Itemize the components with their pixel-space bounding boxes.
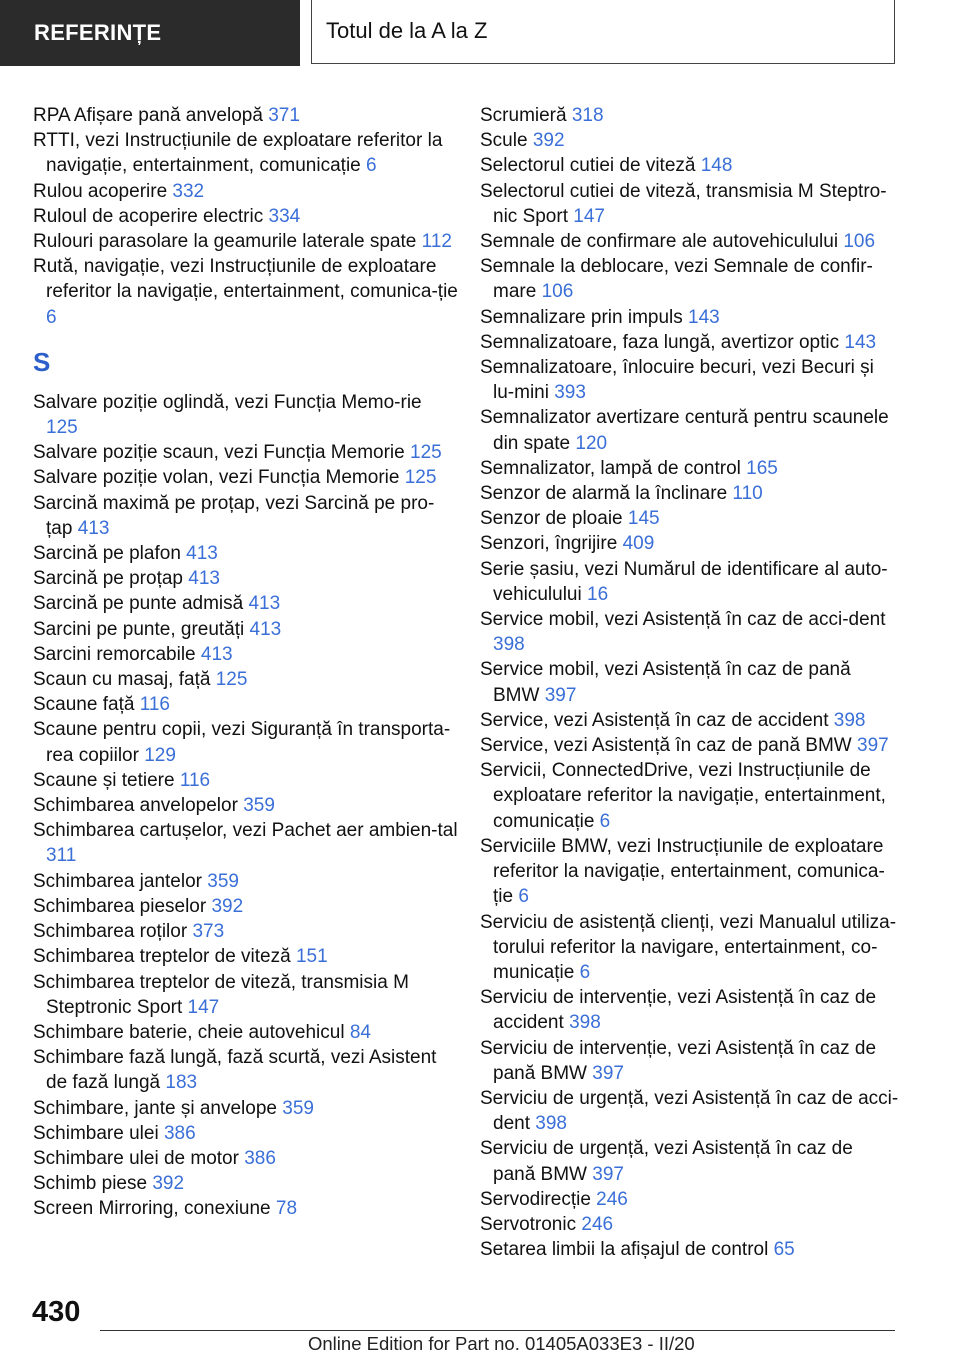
index-entry xyxy=(33,717,458,767)
index-entry xyxy=(480,330,900,355)
index-entry xyxy=(33,103,458,128)
index-entry xyxy=(33,793,458,818)
index-entry-text: Serviciu de intervenție, vezi Asistență în caz de pană BMW xyxy=(480,1037,877,1084)
index-entry-page-link[interactable]: 393 xyxy=(554,382,586,404)
index-entry xyxy=(33,1121,458,1146)
index-entry-page-link[interactable]: 125 xyxy=(404,467,437,489)
index-entry-text: Serviciu de intervenție, vezi Asistență în caz de accident xyxy=(480,987,877,1034)
index-entry-page-link[interactable]: 125 xyxy=(215,669,248,691)
index-entry-page-link[interactable]: 386 xyxy=(163,1122,196,1144)
index-entry-text: Sarcini pe punte, greutăți xyxy=(33,618,245,640)
index-entry-page-link[interactable]: 148 xyxy=(700,155,733,177)
index-entry xyxy=(480,708,900,733)
index-entry-page-link[interactable]: 398 xyxy=(535,1113,567,1135)
index-entry xyxy=(33,944,458,969)
index-entry xyxy=(480,153,900,178)
index-entry-text: Schimb piese xyxy=(33,1173,148,1195)
index-entry-text: Service mobil, vezi Asistență în caz de pană BMW xyxy=(480,659,851,706)
index-entry-page-link[interactable]: 413 xyxy=(249,618,282,640)
index-entry-page-link[interactable]: 78 xyxy=(275,1198,298,1220)
index-entry-page-link[interactable]: 6 xyxy=(366,155,377,177)
index-entry xyxy=(33,692,458,717)
index-entry-text: Schimbarea treptelor de viteză, transmisia M Steptronic Sport xyxy=(33,971,409,1018)
index-entry-text: Sarcină pe plafon xyxy=(33,543,181,565)
index-entry-text: Serviciu de urgență, vezi Asistență în caz de acci-dent xyxy=(480,1087,899,1135)
index-entry-text: Scaune față xyxy=(33,694,135,716)
index-entry xyxy=(480,1086,900,1136)
index-entry-text: Schimbare fază lungă, fază scurtă, vezi Asistent de fază lungă xyxy=(33,1047,437,1094)
index-entry-page-link[interactable]: 373 xyxy=(192,921,225,943)
index-entry-text: Semnalizare prin impuls xyxy=(480,306,683,328)
index-entry-page-link[interactable]: 413 xyxy=(188,568,220,590)
index-entry xyxy=(33,254,458,330)
index-entry-text: Sarcini remorcabile xyxy=(33,643,196,665)
index-entry xyxy=(480,733,900,758)
index-entry-page-link[interactable]: 371 xyxy=(268,105,300,126)
index-entry xyxy=(33,642,458,667)
index-entry-text: Sarcină pe proțap xyxy=(33,568,183,590)
index-entry-text: Schimbarea roților xyxy=(33,921,188,943)
index-entry-page-link[interactable]: 397 xyxy=(857,735,889,757)
index-entry-text: Ruloul de acoperire electric xyxy=(33,205,264,227)
index-entry-text: Salvare poziție oglindă, vezi Funcția Memo-rie xyxy=(33,391,422,413)
index-entry xyxy=(480,456,900,481)
index-entry xyxy=(33,465,458,490)
index-entry-text: Service, vezi Asistență în caz de pană BMW xyxy=(480,735,852,757)
index-entry-page-link[interactable]: 413 xyxy=(186,543,218,565)
index-entry xyxy=(33,617,458,642)
index-entry-page-link[interactable]: 413 xyxy=(77,517,110,539)
index-entry xyxy=(33,229,458,254)
index-entry-text: Screen Mirroring, conexiune xyxy=(33,1198,271,1220)
index-entry xyxy=(33,179,458,204)
index-entry xyxy=(480,481,900,506)
index-entry xyxy=(33,440,458,465)
index-entry-text: Schimbare baterie, cheie autovehicul xyxy=(33,1021,345,1043)
index-entry-text: Service mobil, vezi Asistență în caz de acci-dent xyxy=(480,609,886,631)
index-list-r xyxy=(33,103,458,330)
index-entry xyxy=(33,1196,458,1221)
index-entry-text: Scaun cu masaj, față xyxy=(33,669,211,691)
index-entry xyxy=(480,657,900,707)
index-entry xyxy=(480,305,900,330)
index-entry-text: Selectorul cutiei de viteză xyxy=(480,155,696,177)
index-entry xyxy=(33,204,458,229)
index-entry-page-link[interactable]: 332 xyxy=(172,180,205,202)
index-entry-text: Salvare poziție scaun, vezi Funcția Memorie xyxy=(33,442,405,464)
index-entry xyxy=(33,1045,458,1095)
index-entry xyxy=(33,667,458,692)
index-entry xyxy=(33,1020,458,1045)
index-entry xyxy=(480,985,900,1035)
index-entry xyxy=(480,531,900,556)
index-entry-page-link[interactable]: 6 xyxy=(46,306,57,328)
index-entry xyxy=(480,1136,900,1186)
index-entry-text: Salvare poziție volan, vezi Funcția Memorie xyxy=(33,467,400,489)
index-entry-text: Schimbare ulei de motor xyxy=(33,1147,239,1169)
page-number: 430 xyxy=(32,1296,81,1328)
index-entry-page-link[interactable]: 84 xyxy=(349,1021,371,1043)
index-entry-text: Sarcină pe punte admisă xyxy=(33,593,244,615)
index-entry xyxy=(480,506,900,531)
index-entry-text: Schimbare ulei xyxy=(33,1122,159,1144)
index-entry-page-link[interactable]: 151 xyxy=(295,946,328,968)
index-entry-page-link[interactable]: 398 xyxy=(569,1012,601,1034)
index-entry-page-link[interactable]: 116 xyxy=(179,769,211,791)
index-entry-text: Schimbarea anvelopelor xyxy=(33,795,238,817)
index-entry-page-link[interactable]: 106 xyxy=(843,231,876,253)
index-entry-page-link[interactable]: 318 xyxy=(571,105,604,126)
index-entry xyxy=(33,894,458,919)
index-column-left xyxy=(33,103,458,1222)
index-entry-page-link[interactable]: 112 xyxy=(421,231,452,253)
index-entry-page-link[interactable]: 183 xyxy=(165,1072,198,1094)
index-entry-text: Semnale la deblocare, vezi Semnale de confir-mare xyxy=(480,256,873,303)
index-entry-page-link[interactable]: 125 xyxy=(410,442,442,464)
index-entry-text: Serviciile BMW, vezi Instrucțiunile de exploatare referitor la navigație, entertainment, comunica-ție xyxy=(480,835,885,908)
index-entry-text: Schimbarea treptelor de viteză xyxy=(33,946,291,968)
index-entry-page-link[interactable]: 246 xyxy=(581,1213,614,1235)
index-entry xyxy=(480,229,900,254)
index-entry-page-link[interactable]: 246 xyxy=(596,1188,628,1210)
index-entry xyxy=(480,1187,900,1212)
index-entry-text: Semnalizator, lampă de control xyxy=(480,457,741,479)
index-entry xyxy=(33,591,458,616)
index-entry-text: Senzor de ploaie xyxy=(480,508,623,530)
index-entry-page-link[interactable]: 65 xyxy=(773,1239,795,1261)
index-entry xyxy=(33,1171,458,1196)
index-entry-page-link[interactable]: 129 xyxy=(144,744,176,766)
index-entry-page-link[interactable]: 125 xyxy=(46,417,78,439)
index-entry xyxy=(480,179,900,229)
index-entry-page-link[interactable]: 110 xyxy=(732,483,763,505)
index-entry xyxy=(33,818,458,868)
index-entry xyxy=(33,919,458,944)
index-entry-text: Scaune pentru copii, vezi Siguranță în transporta-rea copiilor xyxy=(33,719,451,766)
index-entry-page-link[interactable]: 392 xyxy=(211,895,244,917)
index-entry-page-link[interactable]: 392 xyxy=(152,1173,185,1195)
index-entry xyxy=(480,128,900,153)
index-entry xyxy=(480,405,900,455)
index-entry-text: Scrumieră xyxy=(480,105,567,126)
index-entry-text: Servotronic xyxy=(480,1213,577,1235)
index-entry-text: Serviciu de urgență, vezi Asistență în caz de pană BMW xyxy=(480,1138,853,1185)
index-entry-page-link[interactable]: 398 xyxy=(493,634,525,656)
index-entry xyxy=(33,541,458,566)
index-entry-text: Semnale de confirmare ale autovehiculului xyxy=(480,231,839,253)
index-entry xyxy=(480,910,900,986)
index-entry-page-link[interactable]: 413 xyxy=(248,593,281,615)
index-entry-page-link[interactable]: 6 xyxy=(579,961,591,983)
footer-divider xyxy=(100,1330,895,1331)
index-entry-text: Schimbare, jante și anvelope xyxy=(33,1097,277,1119)
index-entry-page-link[interactable]: 6 xyxy=(599,810,611,832)
index-entry-page-link[interactable]: 6 xyxy=(518,886,529,908)
index-entry-page-link[interactable]: 359 xyxy=(207,870,239,892)
index-entry xyxy=(480,607,900,657)
page-title: Totul de la A la Z xyxy=(311,0,895,64)
index-entry-page-link[interactable]: 116 xyxy=(139,694,170,716)
index-entry-text: Senzor de alarmă la înclinare xyxy=(480,483,728,505)
index-entry-page-link[interactable]: 143 xyxy=(688,306,720,328)
index-entry-page-link[interactable]: 398 xyxy=(833,709,866,731)
index-entry-text: Setarea limbii la afișajul de control xyxy=(480,1239,769,1261)
index-entry-page-link[interactable]: 143 xyxy=(844,331,877,353)
section-tab: REFERINȚE xyxy=(0,0,300,66)
index-entry xyxy=(33,970,458,1020)
index-entry-page-link[interactable]: 106 xyxy=(541,281,574,303)
index-entry xyxy=(33,1096,458,1121)
index-entry-page-link[interactable]: 16 xyxy=(587,583,609,605)
index-entry xyxy=(480,758,900,834)
index-entry-text: Serviciu de asistență clienți, vezi Manualul utiliza-torului referitor la navigare, entertainment, co-municație xyxy=(480,911,897,983)
index-entry-page-link[interactable]: 409 xyxy=(622,533,655,555)
index-entry xyxy=(480,254,900,304)
index-entry-text: Schimbarea jantelor xyxy=(33,870,202,892)
index-entry-text: Servodirecție xyxy=(480,1188,591,1210)
index-entry-text: Semnalizator avertizare centură pentru scaunele din spate xyxy=(480,407,889,454)
index-entry-text: Servicii, ConnectedDrive, vezi Instrucțiunile de exploatare referitor la navigație, entertainment, comunicație xyxy=(480,760,886,832)
index-entry-page-link[interactable]: 386 xyxy=(244,1147,276,1169)
index-entry xyxy=(33,128,458,178)
index-entry xyxy=(480,834,900,910)
index-list-s xyxy=(33,390,458,1222)
index-entry-text: Schimbarea cartușelor, vezi Pachet aer ambien-tal xyxy=(33,820,458,842)
index-entry-text: Schimbarea pieselor xyxy=(33,895,207,917)
index-entry-text: Rulouri parasolare la geamurile laterale spate xyxy=(33,231,417,253)
index-entry xyxy=(33,491,458,541)
index-column-right xyxy=(480,103,900,1262)
index-entry-page-link[interactable]: 397 xyxy=(592,1062,624,1084)
index-entry-page-link[interactable]: 413 xyxy=(200,643,233,665)
index-entry-text: Semnalizatoare, înlocuire becuri, vezi Becuri și lu-mini xyxy=(480,357,874,404)
index-letter-heading: S xyxy=(33,346,51,377)
index-list-s-continued xyxy=(480,103,900,1262)
index-entry xyxy=(480,103,900,128)
index-entry-text: RPA Afișare pană anvelopă xyxy=(33,105,263,126)
footer-edition-text: Online Edition for Part no. 01405A033E3 - II/20 xyxy=(308,1333,695,1354)
index-entry xyxy=(33,566,458,591)
index-entry-text: Rută, navigație, vezi Instrucțiunile de exploatare referitor la navigație, entertainment, comunica-ție xyxy=(33,256,458,303)
index-entry-text: Scaune și tetiere xyxy=(33,769,175,791)
index-entry-text: Scule xyxy=(480,130,528,152)
index-entry-page-link[interactable]: 392 xyxy=(532,130,565,152)
index-entry-page-link[interactable]: 334 xyxy=(268,205,301,227)
index-entry xyxy=(33,869,458,894)
index-entry-page-link[interactable]: 397 xyxy=(592,1163,624,1185)
index-entry-text: Selectorul cutiei de viteză, transmisia M Steptro-nic Sport xyxy=(480,180,887,227)
index-entry-page-link[interactable]: 147 xyxy=(187,996,220,1018)
index-entry-text: Rulou acoperire xyxy=(33,180,168,202)
index-entry-page-link[interactable]: 359 xyxy=(282,1097,314,1119)
footer-edition xyxy=(308,1333,695,1355)
index-entry-text: Senzori, îngrijire xyxy=(480,533,618,555)
index-entry xyxy=(480,1212,900,1237)
index-entry-page-link[interactable]: 359 xyxy=(243,795,275,817)
index-entry-page-link[interactable]: 165 xyxy=(746,457,778,479)
index-entry-page-link[interactable]: 120 xyxy=(575,432,608,454)
index-entry-text: Semnalizatoare, faza lungă, avertizor optic xyxy=(480,331,840,353)
index-entry-page-link[interactable]: 311 xyxy=(46,845,77,867)
index-entry xyxy=(33,390,458,440)
index-entry-text: Service, vezi Asistență în caz de accident xyxy=(480,709,829,731)
index-entry xyxy=(33,1146,458,1171)
index-entry xyxy=(480,1036,900,1086)
index-entry xyxy=(480,1237,900,1262)
index-entry xyxy=(33,768,458,793)
page-header xyxy=(0,0,960,66)
index-entry-page-link[interactable]: 147 xyxy=(573,205,605,227)
index-entry xyxy=(480,557,900,607)
index-entry xyxy=(480,355,900,405)
index-entry-page-link[interactable]: 145 xyxy=(627,508,660,530)
index-entry-text: Serie șasiu, vezi Numărul de identificare al auto-vehiculului xyxy=(480,558,888,605)
index-entry-text: RTTI, vezi Instrucțiunile de exploatare referitor la navigație, entertainment, comunicație xyxy=(33,130,443,177)
index-entry-text: Sarcină maximă pe proțap, vezi Sarcină pe pro-țap xyxy=(33,492,435,539)
index-entry-page-link[interactable]: 397 xyxy=(544,684,577,706)
